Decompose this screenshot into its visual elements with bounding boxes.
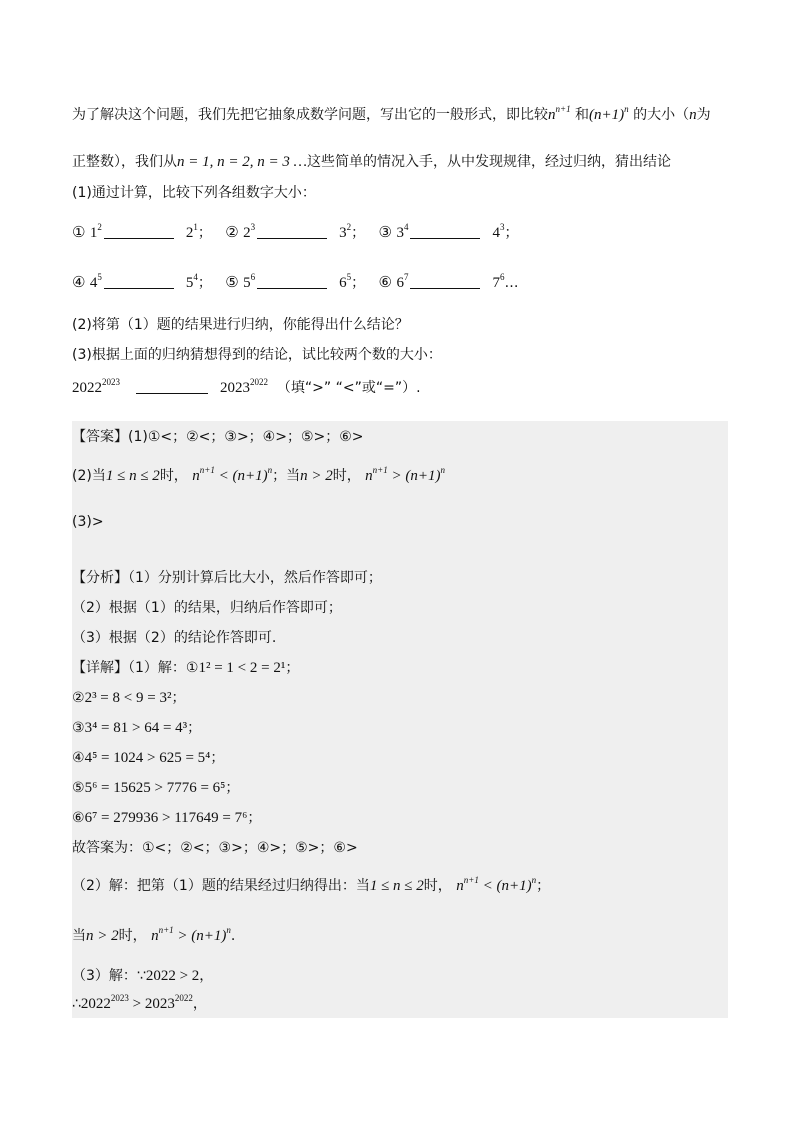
detail-conclusion xyxy=(72,994,207,1014)
analysis-head: 【分析】（1）分别计算后比大小，然后作答即可； xyxy=(72,570,382,586)
answer-line-1: 【答案】(1)①<；②<；③>；④>；⑤>；⑥> xyxy=(72,429,364,445)
text: ； xyxy=(225,780,240,796)
answer-blank[interactable] xyxy=(257,273,327,289)
text: 正整数），我们从 xyxy=(72,154,177,170)
math-cases: n = 1, n = 2, n = 3 … xyxy=(177,154,307,170)
question-3-line xyxy=(72,378,421,398)
text: ； xyxy=(285,660,300,676)
detail-part-2 xyxy=(72,876,550,896)
text: 为了解决这个问题，我们先把它抽象成数学问题，写出它的一般形式，即比较 xyxy=(72,107,548,123)
item-number: ⑤ xyxy=(225,273,239,291)
text: 时， xyxy=(118,928,147,944)
answer-blank[interactable] xyxy=(257,223,327,239)
math-condition: 1 ≤ n ≤ 2 xyxy=(105,468,160,484)
power-b: $2023^{2022}$ xyxy=(220,377,268,396)
answer-line-3: (3)> xyxy=(72,514,104,530)
text: 为 xyxy=(696,107,711,123)
detail-row xyxy=(72,808,261,828)
separator: … xyxy=(504,275,519,291)
answer-blank[interactable] xyxy=(410,223,480,239)
text: ）. xyxy=(402,380,421,396)
item-number: ③ xyxy=(378,223,392,241)
answer-blank[interactable] xyxy=(104,223,174,239)
separator: ； xyxy=(504,225,519,241)
math-relation: $n^{n+1} < (n+1)^n$ xyxy=(192,465,273,484)
question-1: (1)通过计算，比较下列各组数字大小： xyxy=(72,185,316,201)
question-3: (3)根据上面的归纳猜想得到的结论，试比较两个数的大小： xyxy=(72,347,442,363)
answer-line-2 xyxy=(72,466,445,486)
option-eq: “=” xyxy=(375,380,403,396)
text: (2)当 xyxy=(72,468,106,484)
detail-head xyxy=(72,658,299,678)
analysis-line-2: （2）根据（1）的结果，归纳后作答即可； xyxy=(72,600,342,616)
math-expr: 6⁷ = 279936 > 117649 = 7⁶ xyxy=(84,810,248,826)
item-number: ⑥ xyxy=(72,810,85,826)
answer-blank[interactable] xyxy=(104,273,174,289)
option-lt: “<” xyxy=(335,380,362,396)
item-number: ② xyxy=(72,690,85,706)
text: （填 xyxy=(276,380,305,396)
text: 【详解】（1）解：① xyxy=(72,660,199,676)
text: 的大小（ xyxy=(633,107,690,123)
text: 时， xyxy=(159,468,188,484)
detail-part-2b xyxy=(72,926,235,946)
math-expr: 5⁶ = 15625 > 7776 = 6⁵ xyxy=(84,780,226,796)
text: （3）解：∵ xyxy=(72,968,146,984)
power-a: $2022^{2023}$ xyxy=(72,377,120,396)
power-b: $5^4$ xyxy=(185,272,198,291)
text: ； xyxy=(187,720,202,736)
math-expr: 4⁵ = 1024 > 625 = 5⁴ xyxy=(84,750,211,766)
math-relation: $n^{n+1} > (n+1)^n$ xyxy=(365,465,445,484)
text: 这些简单的情况入手，从中发现规律，经过归纳，猜出结论 xyxy=(306,154,671,170)
math-expr: 1² = 1 < 2 = 2¹ xyxy=(198,660,286,676)
text: （2）解：把第（1）题的结果经过归纳得出：当 xyxy=(72,878,370,894)
question-2: (2)将第（1）题的结果进行归纳，你能得出什么结论？ xyxy=(72,317,409,333)
var-n: n xyxy=(689,107,697,123)
math-expr: 3⁴ = 81 > 64 = 4³ xyxy=(84,720,188,736)
item-number: ② xyxy=(225,223,239,241)
text: 和 xyxy=(575,107,590,123)
item-number: ⑥ xyxy=(378,273,392,291)
power-b: $2^1$ xyxy=(185,222,198,241)
power-a: $6^7$ xyxy=(396,272,409,291)
power-b: $3^2$ xyxy=(339,222,352,241)
item-number: ③ xyxy=(72,720,85,736)
text: ；当 xyxy=(272,468,301,484)
item-number: ④ xyxy=(72,273,86,291)
text: ； xyxy=(210,750,225,766)
power-a: $5^6$ xyxy=(243,272,256,291)
detail-row xyxy=(72,748,224,768)
power-b: $7^6$ xyxy=(492,272,505,291)
text: 或 xyxy=(361,380,376,396)
separator: ； xyxy=(197,225,212,241)
text: ； xyxy=(171,690,186,706)
detail-part-3 xyxy=(72,966,213,986)
power-a: $2^3$ xyxy=(243,222,256,241)
text: 当 xyxy=(72,928,86,944)
power-b: $6^5$ xyxy=(339,272,352,291)
text: ， xyxy=(192,996,207,1012)
text: 时， xyxy=(423,878,452,894)
text: ； xyxy=(536,878,551,894)
math-condition: n > 2 xyxy=(300,468,333,484)
problem-line-2 xyxy=(72,152,671,172)
text: . xyxy=(230,928,236,944)
separator: ； xyxy=(351,225,366,241)
power-b: $4^3$ xyxy=(492,222,505,241)
power-a: $3^4$ xyxy=(396,222,409,241)
power-a: $4^5$ xyxy=(89,272,102,291)
item-number: ① xyxy=(72,223,86,241)
detail-so: 故答案为：①<；②<；③>；④>；⑤>；⑥> xyxy=(72,840,358,856)
answer-blank[interactable] xyxy=(136,378,208,394)
item-number: ④ xyxy=(72,750,85,766)
detail-row xyxy=(72,688,185,708)
text: ； xyxy=(247,810,262,826)
text: 时， xyxy=(332,468,361,484)
math-condition: n > 2 xyxy=(86,928,119,944)
math-expr: 2022 > 2 xyxy=(145,968,200,984)
answer-blank[interactable] xyxy=(410,273,480,289)
analysis-line-3: （3）根据（2）的结论作答即可. xyxy=(72,630,277,646)
math-expr-2: $(n+1)^n$ xyxy=(589,104,629,123)
math-relation: $n^{n+1} < (n+1)^n$ xyxy=(456,875,537,894)
math-expr-1: $n^{n+1}$ xyxy=(548,104,571,123)
text: ， xyxy=(199,968,214,984)
power-a: $1^2$ xyxy=(89,222,102,241)
math-condition: 1 ≤ n ≤ 2 xyxy=(369,878,424,894)
math-expr: 2³ = 8 < 9 = 3² xyxy=(84,690,172,706)
separator: ； xyxy=(197,275,212,291)
detail-row xyxy=(72,718,201,738)
compare-row-2 xyxy=(72,272,518,293)
math-expr: $2022^{2023} > 2023^{2022}$ xyxy=(80,993,193,1012)
separator: ； xyxy=(351,275,366,291)
problem-line-1 xyxy=(72,105,711,125)
item-number: ⑤ xyxy=(72,780,85,796)
math-relation: $n^{n+1} > (n+1)^n$ xyxy=(151,925,231,944)
compare-row-1 xyxy=(72,222,518,243)
detail-row xyxy=(72,778,239,798)
option-gt: “>” xyxy=(304,380,332,396)
therefore-symbol: ∴ xyxy=(72,996,81,1012)
